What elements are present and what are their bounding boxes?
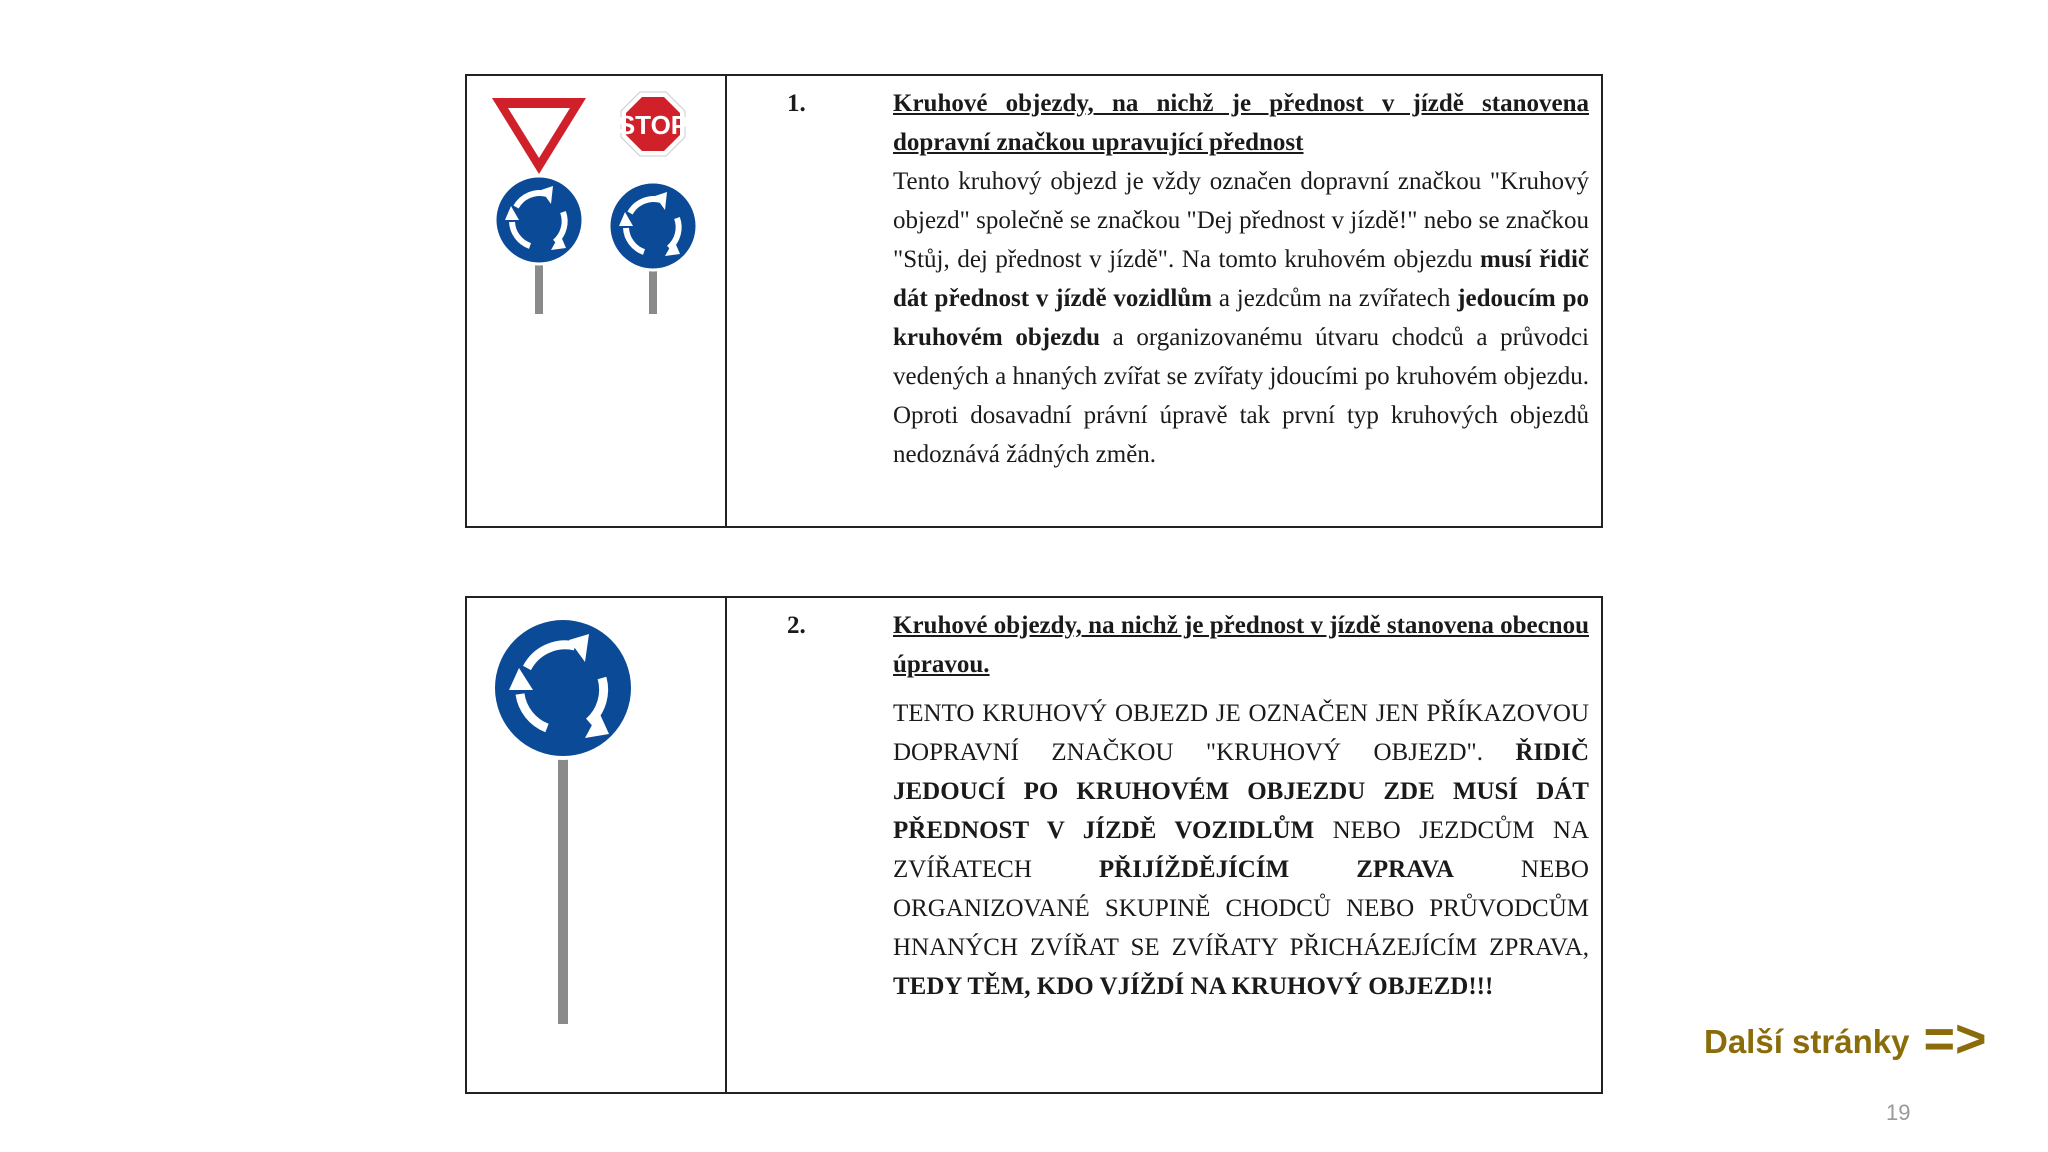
section-body (787, 162, 1589, 474)
body-text-bold: PŘIJÍŽDĚJÍCÍM ZPRAVA (1098, 856, 1454, 883)
section-title: Kruhové objezdy, na nichž je přednost v jízdě stanovena obecnou úpravou. (893, 612, 1589, 678)
roundabout-sign-icon (495, 176, 583, 314)
body-text-segment: a organizovanému útvaru chodců a průvodci vedených a hnaných zvířat se zvířaty jdoucími po kruhovém objezdu. Oproti dosavadní právní úpravě tak první typ kruhových objezdů nedoznává žádných změn. (893, 324, 1589, 468)
section-body (787, 694, 1589, 1006)
section-2-content (787, 606, 1589, 1006)
body-text-bold: ŘIDIČ JEDOUCÍ PO KRUHOVÉM OBJEZDU ZDE MUSÍ DÁT PŘEDNOST V JÍZDĚ VOZIDLŮM (893, 739, 1589, 844)
body-text-bold: musí řidič dát přednost v jízdě vozidlům (893, 246, 1589, 312)
body-text-segment: NEBO ORGANIZOVANÉ SKUPINĚ CHODCŮ NEBO PRŮVODCŮM HNANÝCH ZVÍŘAT SE ZVÍŘATY PŘICHÁZEJÍCÍM ZPRAVA, (893, 856, 1589, 961)
stop-sign-text: STOP (617, 110, 689, 140)
section-1-heading (787, 84, 1589, 162)
section-number: 2. (787, 612, 806, 639)
section-1-signs (467, 76, 723, 528)
body-text-segment: Tento kruhový objezd je vždy označen dopravní značkou "Kruhový objezd" společně se značkou "Dej přednost v jízdě!" nebo se značkou "Stůj, dej přednost v jízdě". Na tomto kruhovém objezdu (893, 168, 1589, 273)
stop-sign-icon (618, 92, 688, 156)
column-divider (725, 598, 727, 1092)
next-arrow-icon: => (1923, 1009, 1987, 1069)
body-text-segment: NEBO JEZDCŮM NA ZVÍŘATECH (893, 817, 1589, 883)
page-number: 19 (1886, 1100, 1911, 1125)
body-text-bold: jedoucím po kruhovém objezdu (893, 285, 1589, 351)
roundabout-sign-icon (493, 618, 633, 1024)
section-title: Kruhové objezdy, na nichž je přednost v jízdě stanovena dopravní značkou upravující přednost (893, 90, 1589, 156)
section-1-content (787, 84, 1589, 474)
section-number: 1. (787, 90, 806, 117)
section-2-signs (467, 598, 723, 1092)
section-2-box (465, 596, 1603, 1094)
body-text-segment: TENTO KRUHOVÝ OBJEZD JE OZNAČEN JEN PŘÍKAZOVOU DOPRAVNÍ ZNAČKOU "KRUHOVÝ OBJEZD". (893, 700, 1589, 766)
roundabout-sign-icon (609, 182, 697, 314)
column-divider (725, 76, 727, 526)
yield-sign-icon (492, 98, 586, 174)
section-1-box (465, 74, 1603, 528)
section-2-heading (787, 606, 1589, 684)
body-text-segment: a jezdcům na zvířatech (1212, 285, 1458, 312)
body-text-bold: TEDY TĚM, KDO VJÍŽDÍ NA KRUHOVÝ OBJEZD!!! (893, 973, 1494, 1000)
next-pages-link[interactable] (1704, 1008, 1987, 1070)
next-pages-label: Další stránky (1704, 1023, 1910, 1060)
